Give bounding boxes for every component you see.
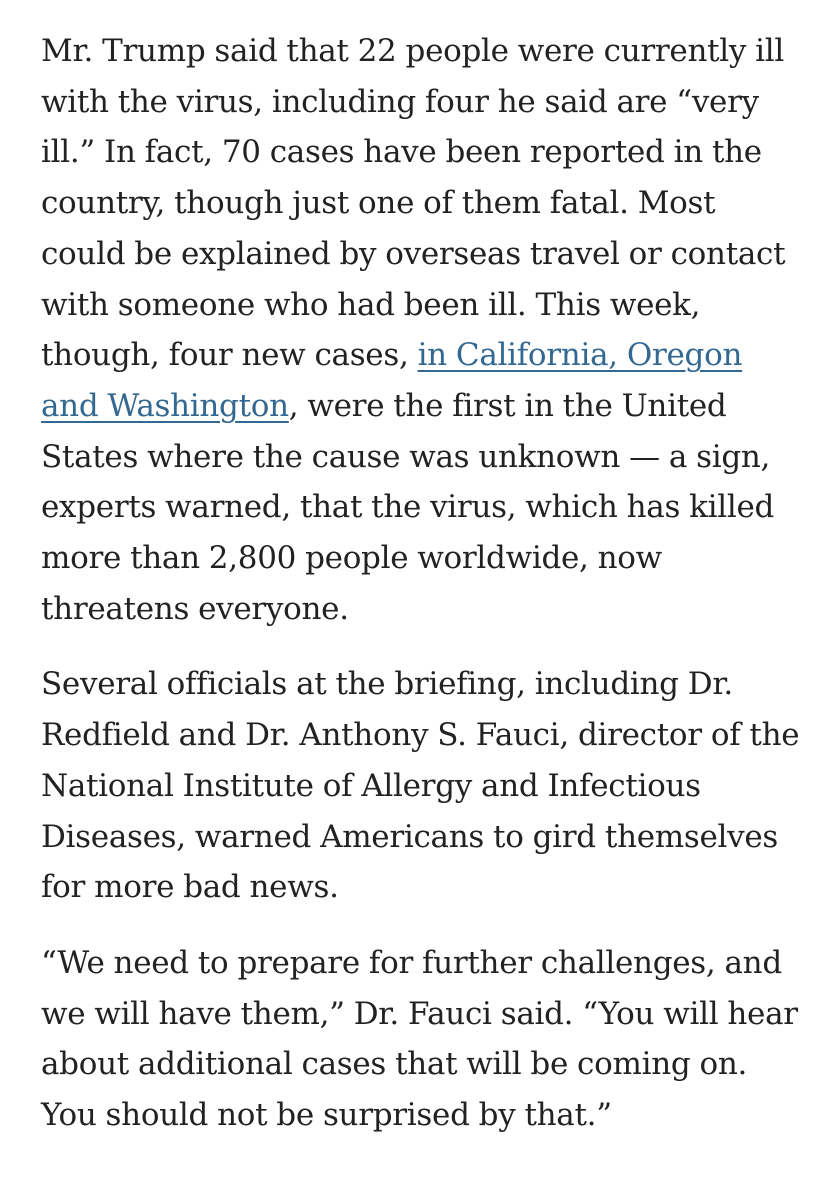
article-body [41,26,801,1141]
paragraph-officials: Several officials at the briefing, including Dr. Redfield and Dr. Anthony S. Fauci, director of the National Institute of Allergy and Infectious Diseases, warned Americans to gird themselves for more bad news. [41,666,800,906]
paragraph-cases-text-before-link: Mr. Trump said that 22 people were currently ill with the virus, including four he said are “very ill.” In fact, 70 cases have been reported in the country, though just one of them fatal. Most could be explained by overseas travel or contact with someone who had been ill. This week, though, four new cases, [41,33,786,374]
california-oregon-washington-link[interactable]: in California, Oregon and Washington [41,337,743,424]
paragraph-cases-text-after-link: , were the first in the United States where the cause was unknown — a sign, experts warned, that the virus, which has killed more than 2,800 people worldwide, now threatens everyone. [41,387,775,627]
paragraph-cases [41,26,801,634]
paragraph-fauci-quote: “We need to prepare for further challenges, and we will have them,” Dr. Fauci said. “You will hear about additional cases that will be coming on. You should not be surprised by that.” [41,944,798,1134]
